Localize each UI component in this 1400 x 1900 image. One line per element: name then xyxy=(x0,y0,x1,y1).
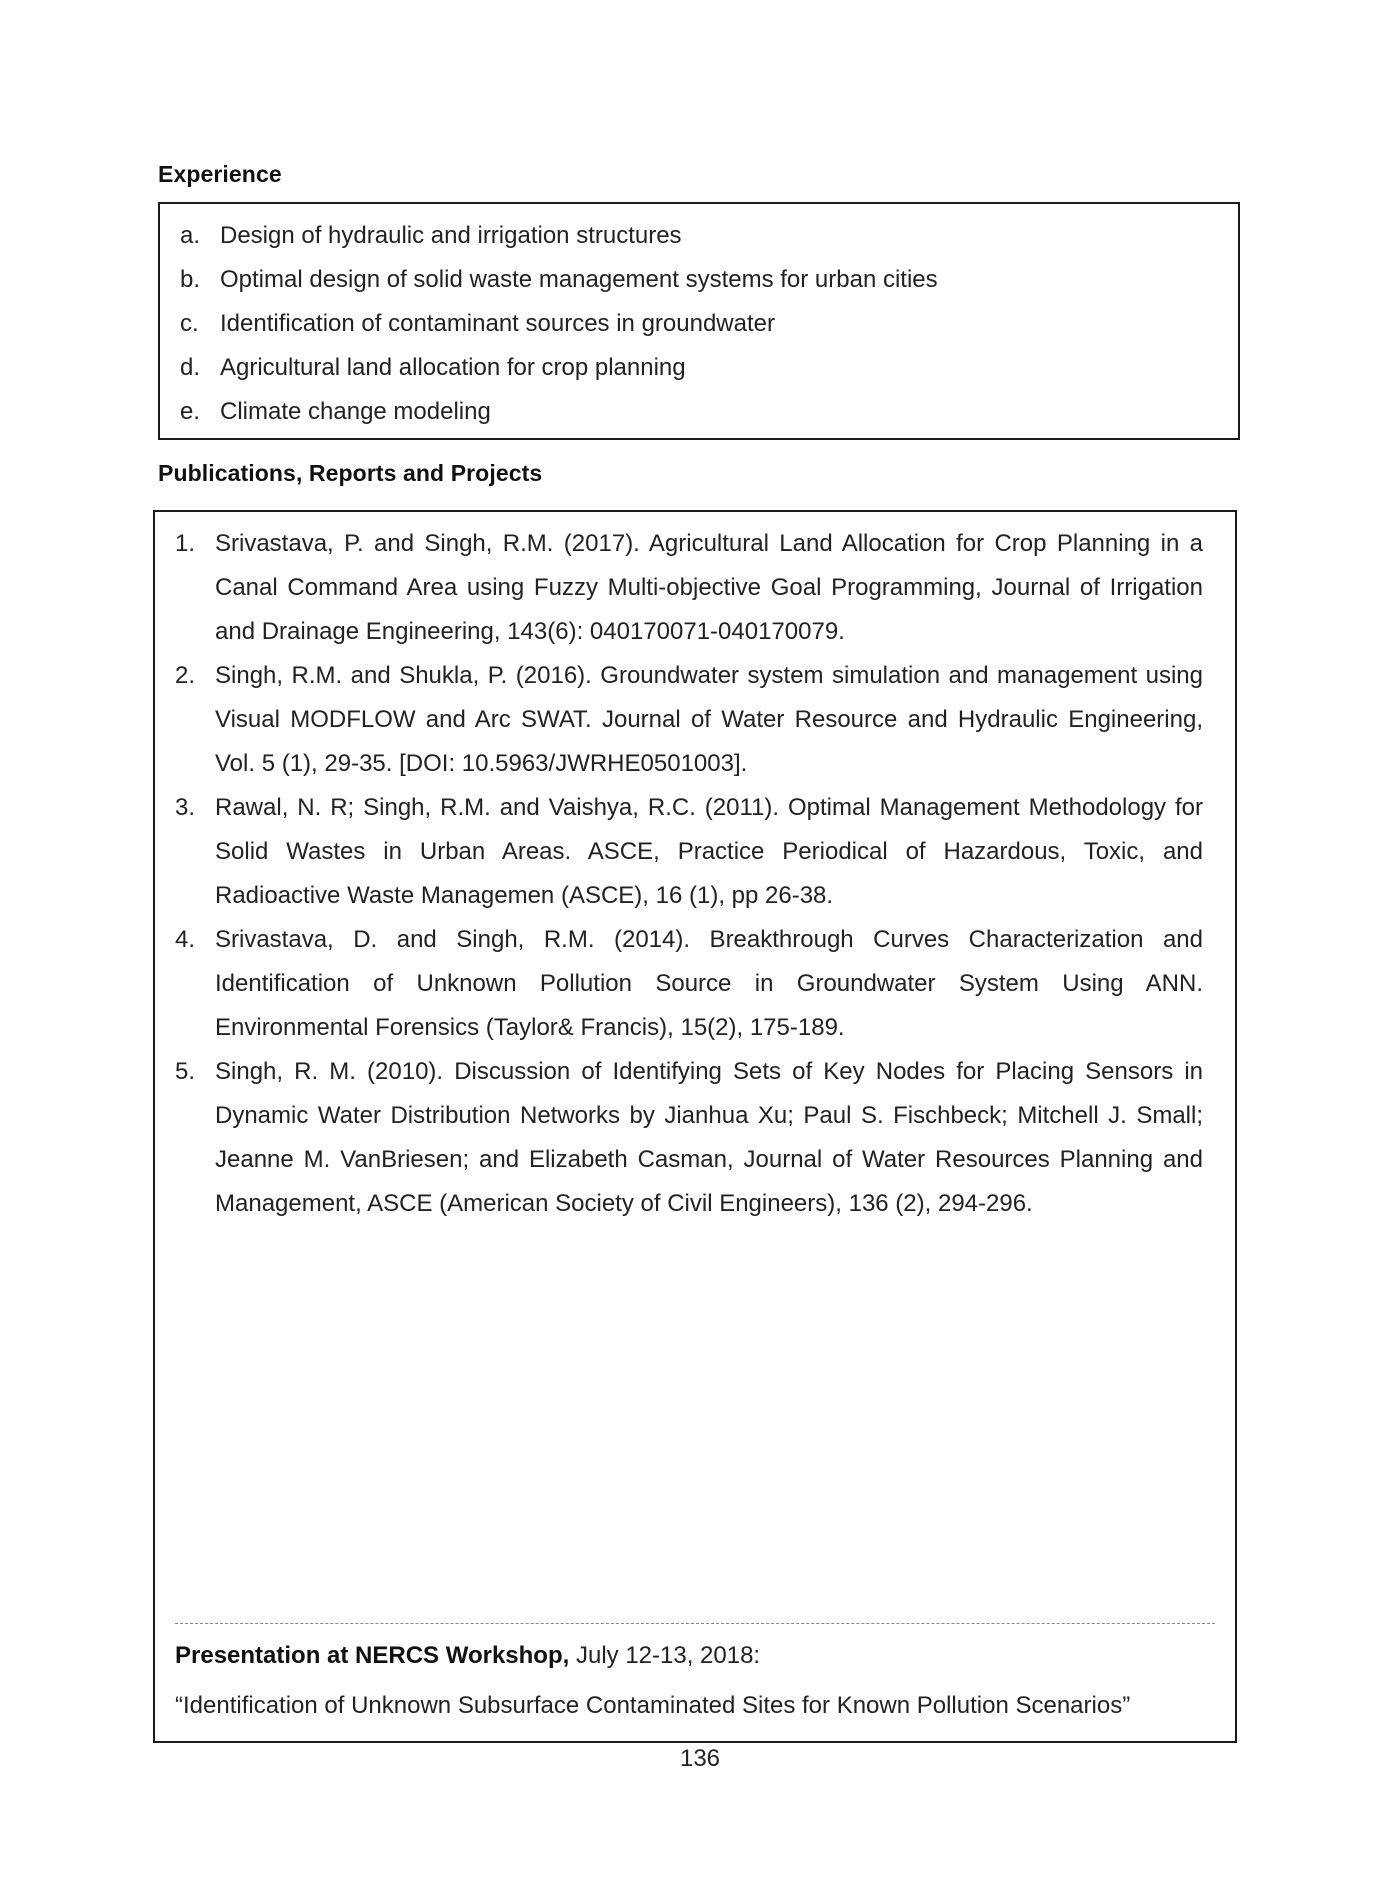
experience-item-text: Climate change modeling xyxy=(220,398,491,425)
list-marker: 2. xyxy=(175,662,196,689)
experience-item xyxy=(180,258,1218,302)
separator-rule xyxy=(175,1623,1215,1624)
experience-item xyxy=(180,346,1218,390)
publication-item xyxy=(175,1050,1203,1226)
experience-item xyxy=(180,302,1218,346)
list-marker: 5. xyxy=(175,1058,196,1085)
list-marker: b. xyxy=(180,266,201,293)
publications-list xyxy=(175,522,1203,1226)
experience-item-text: Identification of contaminant sources in groundwater xyxy=(220,310,775,337)
list-marker: 1. xyxy=(175,530,196,557)
experience-heading: Experience xyxy=(158,161,282,187)
experience-item xyxy=(180,390,1218,434)
presentation-title: “Identification of Unknown Subsurface Contaminated Sites for Known Pollution Scenarios” xyxy=(175,1692,1131,1719)
experience-item-text: Design of hydraulic and irrigation structures xyxy=(220,222,682,249)
list-marker: 4. xyxy=(175,926,196,953)
publication-text: Srivastava, P. and Singh, R.M. (2017). Agricultural Land Allocation for Crop Planning in a Canal Command Area using Fuzzy Multi-objective Goal Programming, Journal of Irrigation and Drainage Engineering, 143(6): 040170071-040170079. xyxy=(215,530,1203,645)
experience-item xyxy=(180,214,1218,258)
publications-heading: Publications, Reports and Projects xyxy=(158,460,543,486)
publication-text: Singh, R. M. (2010). Discussion of Identifying Sets of Key Nodes for Placing Sensors in Dynamic Water Distribution Networks by Jianhua Xu; Paul S. Fischbeck; Mitchell J. Small; Jeanne M. VanBriesen; and Elizabeth Casman, Journal of Water Resources Planning and Management, ASCE (American Society of Civil Engineers), 136 (2), 294-296. xyxy=(215,1058,1203,1217)
list-marker: 3. xyxy=(175,794,196,821)
presentation-date: July 12-13, 2018: xyxy=(569,1642,761,1669)
experience-box xyxy=(158,202,1240,440)
publication-item xyxy=(175,918,1203,1050)
publications-box xyxy=(153,510,1237,1743)
publication-item xyxy=(175,786,1203,918)
publication-text: Srivastava, D. and Singh, R.M. (2014). Breakthrough Curves Characterization and Identification of Unknown Pollution Source in Groundwater System Using ANN. Environmental Forensics (Taylor& Francis), 15(2), 175-189. xyxy=(215,926,1203,1041)
presentation-line xyxy=(175,1642,760,1670)
publication-text: Rawal, N. R; Singh, R.M. and Vaishya, R.C. (2011). Optimal Management Methodology for Solid Wastes in Urban Areas. ASCE, Practice Periodical of Hazardous, Toxic, and Radioactive Waste Managemen (ASCE), 16 (1), pp 26-38. xyxy=(215,794,1203,909)
list-marker: e. xyxy=(180,398,201,425)
publication-text: Singh, R.M. and Shukla, P. (2016). Groundwater system simulation and management using Visual MODFLOW and Arc SWAT. Journal of Water Resource and Hydraulic Engineering, Vol. 5 (1), 29-35. [DOI: 10.5963/JWRHE0501003]. xyxy=(215,662,1203,777)
publication-item xyxy=(175,522,1203,654)
list-marker: a. xyxy=(180,222,201,249)
list-marker: c. xyxy=(180,310,199,337)
experience-item-text: Agricultural land allocation for crop planning xyxy=(220,354,686,381)
list-marker: d. xyxy=(180,354,201,381)
presentation-label: Presentation at NERCS Workshop, xyxy=(175,1642,570,1669)
publication-item xyxy=(175,654,1203,786)
experience-list xyxy=(180,214,1218,434)
experience-item-text: Optimal design of solid waste management systems for urban cities xyxy=(220,266,938,293)
page-number: 136 xyxy=(679,1745,721,1772)
